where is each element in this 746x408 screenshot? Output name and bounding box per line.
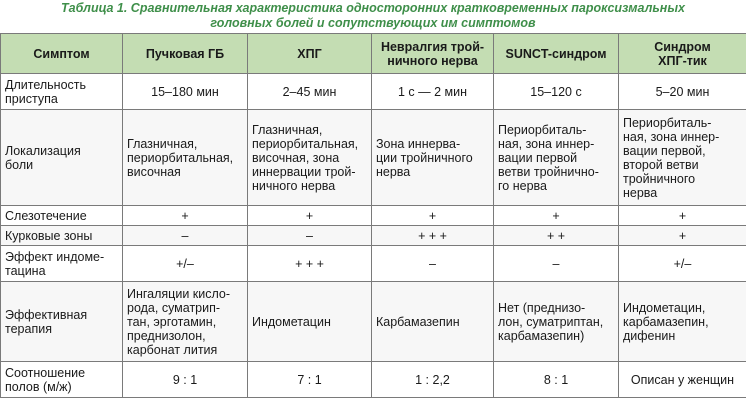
cell-therapy-cph-tic-text: Индометацин, карбамазепин, дифенин xyxy=(623,300,709,343)
header-chronic-paroxysmal-hemicrania xyxy=(248,34,372,74)
table-row-trigger-zones xyxy=(1,226,746,246)
header-chronic-paroxysmal-hemicrania-text: ХПГ xyxy=(297,46,322,61)
cell-lacrimation-cph-tic: + xyxy=(619,206,746,226)
cell-duration-cluster: 15–180 мин xyxy=(123,74,248,110)
header-symptom-text: Симптом xyxy=(33,46,90,61)
table-row-indomethacin-effect xyxy=(1,246,746,282)
row-label-sex-ratio xyxy=(1,362,123,398)
cell-location-trigeminal xyxy=(372,110,494,206)
header-cluster-headache-text: Пучковая ГБ xyxy=(145,46,225,61)
cell-location-sunct xyxy=(494,110,619,206)
cell-location-cluster xyxy=(123,110,248,206)
cell-location-trigeminal-text: Зона иннерва- ции тройничного нерва xyxy=(376,136,473,179)
table-caption xyxy=(0,1,746,31)
header-trigeminal-neuralgia xyxy=(372,34,494,74)
cell-therapy-cph: Индометацин xyxy=(248,282,372,362)
row-label-indomethacin-effect-text: Эффект индоме- тацина xyxy=(5,249,105,278)
table-row-effective-therapy xyxy=(1,282,746,362)
cell-duration-cph-tic: 5–20 мин xyxy=(619,74,746,110)
header-trigeminal-neuralgia-text: Невралгия трой- ничного нерва xyxy=(380,39,485,68)
header-cph-tic-syndrome-text: Синдром ХПГ-тик xyxy=(654,39,711,68)
cell-lacrimation-cluster: + xyxy=(123,206,248,226)
cell-duration-sunct: 15–120 с xyxy=(494,74,619,110)
cell-location-cph-tic-text: Периорбиталь- ная, зона иннер- вации первой, второй ветви тройничного нерва xyxy=(623,115,720,200)
header-sunct-syndrome-text: SUNCT-синдром xyxy=(505,46,607,61)
cell-therapy-trigeminal: Карбамазепин xyxy=(372,282,494,362)
row-label-sex-ratio-text: Соотношение полов (м/ж) xyxy=(5,365,86,394)
header-cluster-headache xyxy=(123,34,248,74)
cell-ratio-cph-tic: Описан у женщин xyxy=(619,362,746,398)
cell-lacrimation-sunct: + xyxy=(494,206,619,226)
cell-location-sunct-text: Периорбиталь- ная, зона иннер- вации первой ветви тройнично- го нерва xyxy=(498,122,599,193)
row-label-trigger-zones: Курковые зоны xyxy=(1,226,123,246)
cell-location-cluster-text: Глазничная, периорбитальная, височная xyxy=(127,136,234,179)
row-label-indomethacin-effect xyxy=(1,246,123,282)
cell-indomethacin-cph-tic: +/– xyxy=(619,246,746,282)
cell-trigger-trigeminal: + + + xyxy=(372,226,494,246)
cell-indomethacin-sunct: – xyxy=(494,246,619,282)
cell-location-cph-text: Глазничная, периорбитальная, височная, зона иннервации трой- ничного нерва xyxy=(252,122,359,193)
cell-indomethacin-cluster: +/– xyxy=(123,246,248,282)
row-label-effective-therapy xyxy=(1,282,123,362)
cell-duration-trigeminal: 1 с — 2 мин xyxy=(372,74,494,110)
cell-therapy-sunct-text: Нет (преднизо- лон, суматриптан, карбамазепин) xyxy=(498,300,604,343)
cell-therapy-cph-tic xyxy=(619,282,746,362)
header-cph-tic-syndrome xyxy=(619,34,746,74)
cell-lacrimation-cph: + xyxy=(248,206,372,226)
row-label-duration xyxy=(1,74,123,110)
cell-therapy-sunct xyxy=(494,282,619,362)
cell-trigger-sunct: + + xyxy=(494,226,619,246)
table-caption-line-2: головных болей и сопутствующих им симптомов xyxy=(210,16,536,30)
cell-location-cph-tic xyxy=(619,110,746,206)
cell-therapy-cluster-text: Ингаляции кисло- рода, суматрип- тан, эрготамин, преднизолон, карбонат лития xyxy=(127,286,231,357)
cell-indomethacin-trigeminal: – xyxy=(372,246,494,282)
table-row-lacrimation xyxy=(1,206,746,226)
cell-duration-cph: 2–45 мин xyxy=(248,74,372,110)
cell-therapy-cluster xyxy=(123,282,248,362)
table-row-sex-ratio xyxy=(1,362,746,398)
cell-ratio-trigeminal: 1 : 2,2 xyxy=(372,362,494,398)
row-label-pain-location xyxy=(1,110,123,206)
row-label-lacrimation: Слезотечение xyxy=(1,206,123,226)
cell-trigger-cph: – xyxy=(248,226,372,246)
cell-location-cph xyxy=(248,110,372,206)
cell-ratio-sunct: 8 : 1 xyxy=(494,362,619,398)
cell-indomethacin-cph: + + + xyxy=(248,246,372,282)
header-sunct-syndrome xyxy=(494,34,619,74)
table-row-pain-location xyxy=(1,110,746,206)
cell-lacrimation-trigeminal: + xyxy=(372,206,494,226)
table-caption-line-1: Таблица 1. Сравнительная характеристика односторонних кратковременных пароксизмальных xyxy=(61,1,685,15)
cell-ratio-cluster: 9 : 1 xyxy=(123,362,248,398)
table-header-row xyxy=(1,34,746,74)
row-label-duration-text: Длительность приступа xyxy=(5,77,87,106)
row-label-effective-therapy-text: Эффективная терапия xyxy=(5,307,88,336)
cell-trigger-cluster: – xyxy=(123,226,248,246)
row-label-pain-location-text: Локализация боли xyxy=(5,143,81,172)
cell-trigger-cph-tic: + xyxy=(619,226,746,246)
table-row-duration xyxy=(1,74,746,110)
cell-ratio-cph: 7 : 1 xyxy=(248,362,372,398)
header-symptom xyxy=(1,34,123,74)
comparison-table xyxy=(0,33,746,398)
